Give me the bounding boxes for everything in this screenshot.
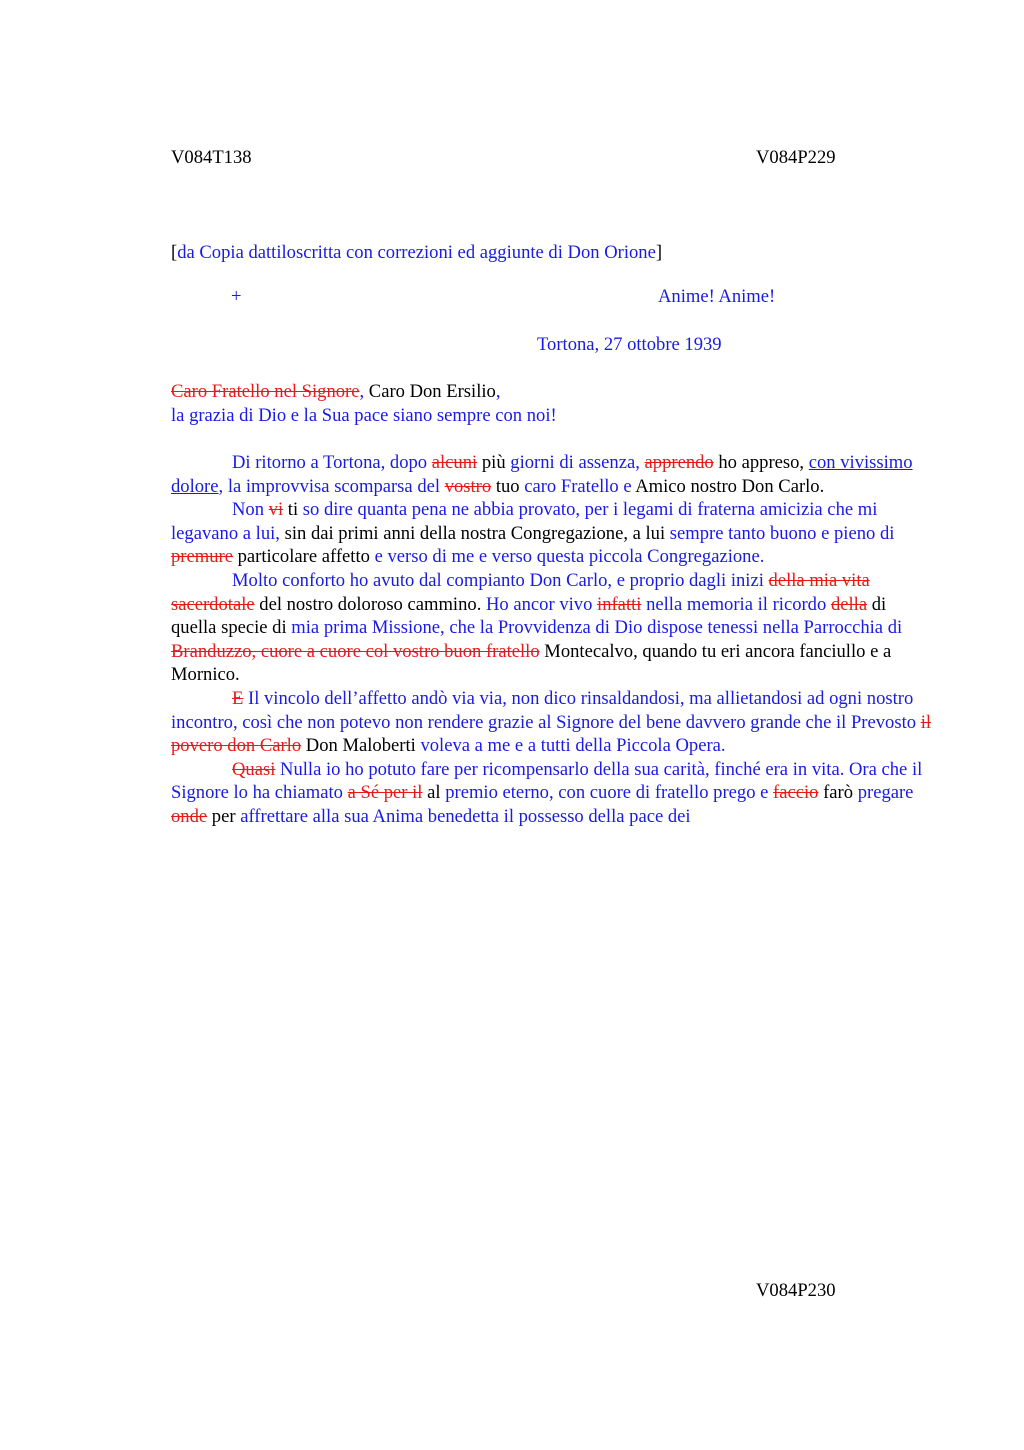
motto: Anime! Anime! — [658, 286, 776, 307]
original-text: Don Maloberti — [301, 735, 421, 757]
greeting-line — [171, 381, 501, 403]
added-text: Non — [232, 499, 269, 521]
added-text: caro Fratello e — [524, 475, 636, 497]
added-text: sempre tanto buono e pieno di — [669, 522, 895, 544]
original-text: più — [477, 452, 511, 473]
deleted-text: a Sé per il — [347, 782, 423, 804]
original-text: Amico nostro Don Carlo. — [635, 475, 825, 497]
added-text: voleva a me e a tutti della Piccola Opera. — [420, 735, 726, 757]
source-note-close-bracket: ] — [655, 242, 663, 263]
added-text: giorni di assenza, — [510, 452, 645, 473]
added-text: nella memoria il ricordo — [641, 593, 831, 615]
deleted-text: infatti — [597, 593, 642, 615]
original-text: particolare affetto — [232, 546, 375, 568]
greeting-blessing: la grazia di Dio e la Sua pace siano sempre con noi! — [171, 405, 557, 426]
added-text: Di ritorno a Tortona, dopo — [232, 452, 432, 473]
source-note — [171, 242, 662, 264]
added-text: so dire quanta pena ne abbia provato, per i legami di fraterna amicizia che mi legavano a lui, — [171, 499, 878, 544]
source-note-text: da Copia dattiloscritta con correzioni ed aggiunte di Don Orione — [177, 242, 656, 263]
original-text: di quella specie di — [171, 593, 887, 639]
dateline: Tortona, 27 ottobre 1939 — [537, 334, 722, 355]
deleted-text: faccio — [773, 782, 819, 804]
original-text: per — [207, 805, 241, 827]
deleted-text: premure — [171, 546, 233, 568]
original-text: sin dai primi anni della nostra Congregazione, a lui — [284, 522, 670, 544]
added-text: , la improvvisa scomparsa del — [218, 475, 445, 497]
greeting-salutation: Caro Don Ersilio — [364, 381, 496, 402]
deleted-text: apprendo — [644, 452, 714, 473]
cross-symbol: + — [231, 286, 242, 307]
added-text: affrettare alla sua Anima benedetta il possesso della pace dei — [240, 805, 691, 827]
added-text: pregare — [857, 782, 914, 804]
deleted-text: Quasi — [232, 758, 276, 780]
added-text: Ho ancor vivo — [486, 593, 598, 615]
source-note-open-bracket: [ — [171, 242, 178, 263]
deleted-text: vi — [268, 499, 284, 521]
greeting-deleted: Caro Fratello nel Signore — [171, 381, 360, 402]
paragraph-3 — [171, 569, 933, 687]
deleted-text: E — [232, 687, 244, 709]
added-text: Nulla io ho potuto fare per ricompensarlo della sua carità, finché era in vita. Ora che il Signore lo ha chiamato — [171, 758, 923, 804]
greeting-comma: , — [359, 381, 365, 402]
paragraph-1 — [171, 451, 933, 498]
deleted-text: della — [830, 593, 868, 615]
original-text: del nostro doloroso cammino. — [254, 593, 486, 615]
original-text: Montecalvo, quando tu eri ancora fanciullo e a Mornico. — [171, 640, 892, 686]
paragraph-2 — [171, 498, 933, 569]
original-text: ho appreso, — [713, 452, 809, 473]
page-code-top: V084P229 — [756, 147, 836, 168]
added-text: Molto conforto ho avuto dal compianto Don Carlo, e proprio dagli inizi — [232, 569, 769, 591]
greeting-salutation-comma: , — [495, 381, 501, 402]
original-text: farò — [818, 782, 858, 804]
letter-body — [171, 451, 933, 829]
original-text: al — [422, 782, 446, 804]
added-underlined-text: con vivissimo dolore — [171, 452, 913, 497]
paragraph-5 — [171, 758, 933, 829]
paragraph-4 — [171, 687, 933, 758]
deleted-text: della mia vita sacerdotale — [171, 569, 870, 615]
original-text: tuo — [491, 475, 525, 497]
deleted-text: vostro — [444, 475, 492, 497]
added-text: mia prima Missione, che la Provvidenza di Dio dispose tenessi nella Parrocchia di — [291, 617, 903, 639]
added-text: premio eterno, con cuore di fratello prego e — [445, 782, 774, 804]
added-text: Il vincolo dell’affetto andò via via, non dico rinsaldandosi, ma allietandosi ad ogni nostro incontro, così che non potevo non rendere grazie al Signore del bene davvero grande che il Prevosto — [171, 687, 921, 733]
deleted-text: il povero don Carlo — [171, 711, 932, 757]
deleted-text: alcuni — [431, 452, 478, 473]
deleted-text: Branduzzo, cuore a cuore col vostro buon fratello — [171, 640, 540, 662]
page-code-bottom: V084P230 — [756, 1280, 836, 1301]
deleted-text: onde — [171, 805, 208, 827]
original-text: ti — [283, 499, 303, 521]
document-code-left: V084T138 — [171, 147, 252, 168]
added-text: e verso di me e verso questa piccola Congregazione. — [374, 546, 765, 568]
